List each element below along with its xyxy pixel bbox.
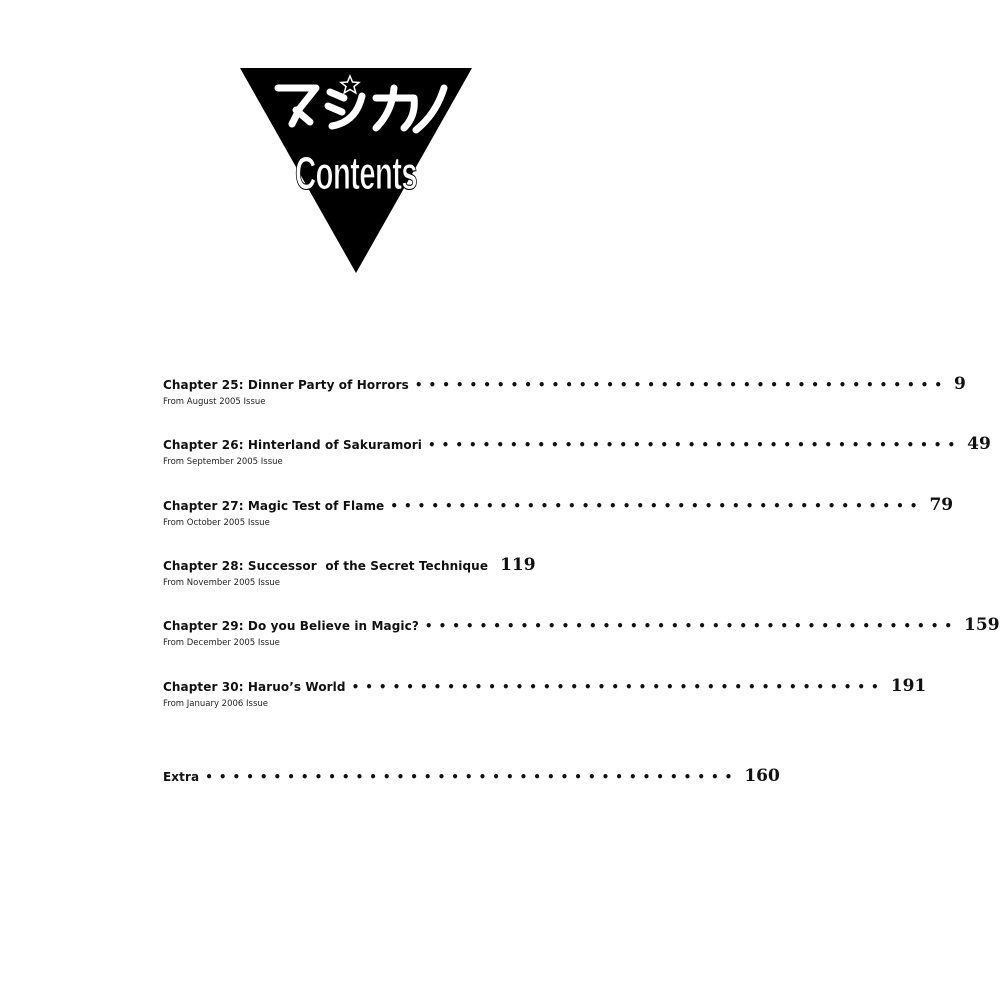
issue-source: From January 2006 Issue (163, 699, 269, 709)
issue-source: From September 2005 Issue (163, 457, 283, 467)
dot-leader: ••••••••••••••••••••••••••••••••••••••• (205, 770, 739, 784)
dot-leader: ••••••••••••••••••••••••••••••••••••••• (428, 438, 962, 452)
issue-source: From November 2005 Issue (163, 578, 280, 588)
toc-entry[interactable] (163, 555, 536, 595)
chapter-title: Chapter 27: Magic Test of Flame (163, 499, 385, 513)
toc-entry-extra[interactable] (163, 766, 780, 806)
issue-source: From December 2005 Issue (163, 638, 280, 648)
toc-entry[interactable] (163, 615, 1000, 655)
contents-emblem (238, 66, 474, 276)
dot-leader: ••••••••••••••••••••••••••••••••••••••• (424, 619, 959, 633)
page-number: 159 (964, 615, 1000, 635)
dot-leader: ••••••••••••••••••••••••••••••••••••••• (351, 680, 885, 694)
page-number: 49 (967, 434, 991, 454)
dot-leader: ••••••••••••••••••••••••••••••••••••••• (390, 499, 924, 513)
chapter-title: Chapter 25: Dinner Party of Horrors (163, 378, 409, 392)
chapter-title: Chapter 26: Hinterland of Sakuramori (163, 438, 422, 452)
toc-entry[interactable] (163, 434, 991, 474)
toc-entry[interactable] (163, 495, 954, 535)
extra-title: Extra (163, 770, 200, 784)
issue-source: From August 2005 Issue (163, 397, 266, 407)
page-number: 160 (744, 766, 780, 786)
dot-leader: ••••••••••••••••••••••••••••••••••••••• (414, 378, 949, 392)
chapter-title: Chapter 28: Successor of the Secret Technique (163, 559, 489, 573)
page-number: 9 (954, 374, 966, 394)
issue-source: From October 2005 Issue (163, 518, 270, 528)
chapter-title: Chapter 29: Do you Believe in Magic? (163, 619, 419, 633)
page-number: 119 (500, 555, 536, 575)
toc-entry[interactable] (163, 676, 927, 716)
toc-entry[interactable] (163, 374, 966, 414)
page-number: 191 (890, 676, 927, 696)
page-number: 79 (929, 495, 954, 515)
contents-title: Contents (295, 148, 417, 200)
chapter-title: Chapter 30: Haruo’s World (163, 680, 346, 694)
